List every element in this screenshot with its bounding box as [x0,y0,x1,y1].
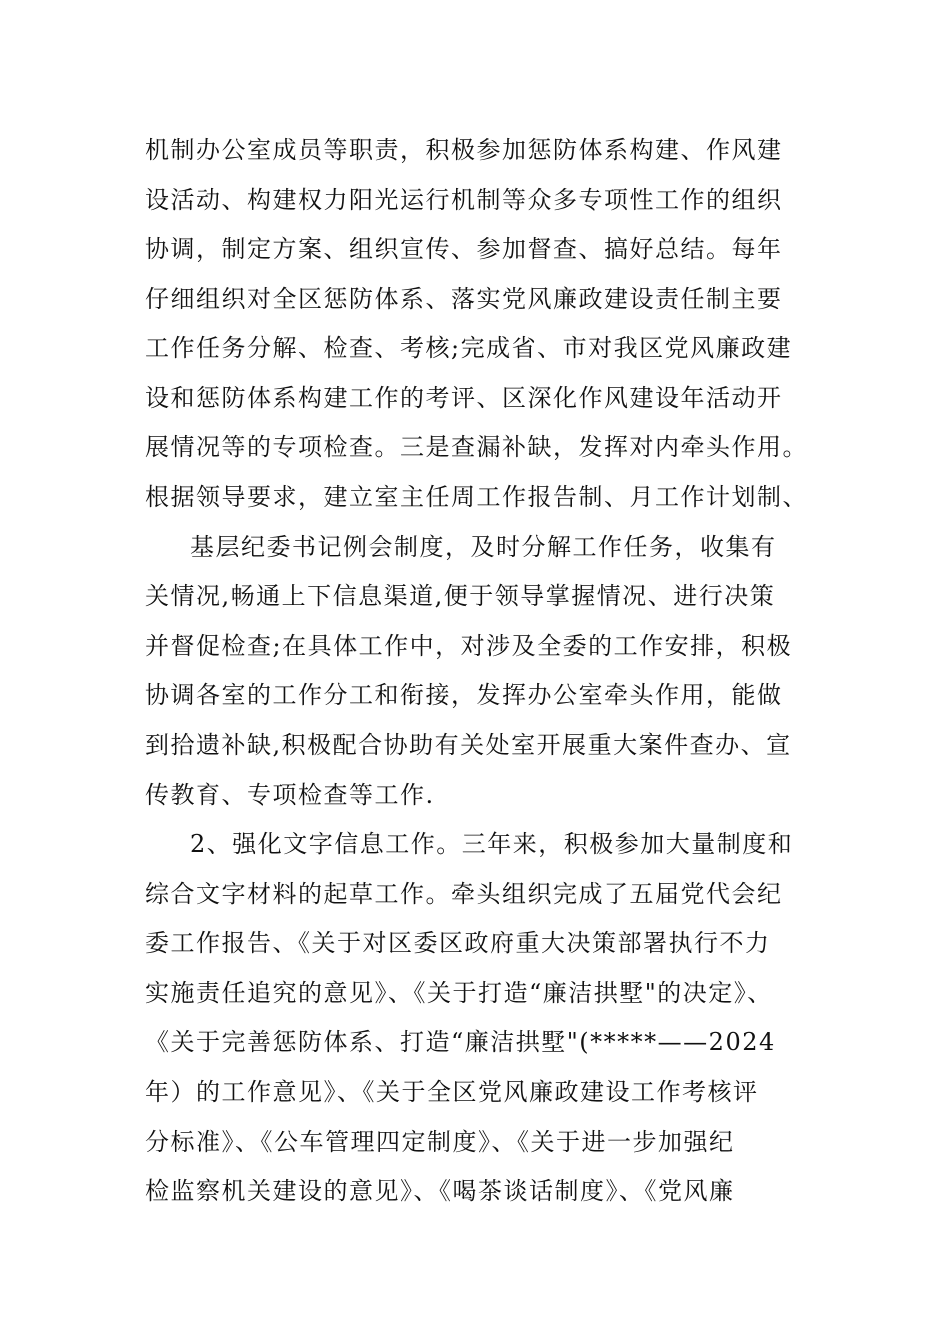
text-line: 协调各室的工作分工和衔接，发挥办公室牵头作用，能做 [145,681,783,709]
paragraph-start-line: 2、强化文字信息工作。三年来，积极参加大量制度和 [190,830,794,858]
text-line: 根据领导要求，建立室主任周工作报告制、月工作计划制、 [145,483,808,511]
text-line: 到拾遗补缺,积极配合协助有关处室开展重大案件查办、宣 [145,731,792,759]
text-line: 机制办公室成员等职责，积极参加惩防体系构建、作风建 [145,136,783,164]
paragraph-start-line: 基层纪委书记例会制度，及时分解工作任务，收集有 [190,533,777,561]
text-line: 综合文字材料的起草工作。牵头组织完成了五届党代会纪 [145,880,783,908]
text-line: 协调，制定方案、组织宣传、参加督查、搞好总结。每年 [145,235,783,263]
text-line: 设活动、构建权力阳光运行机制等众多专项性工作的组织 [145,186,783,214]
text-line: 关情况,畅通上下信息渠道,便于领导掌握情况、进行决策 [145,582,776,610]
text-line: 设和惩防体系构建工作的考评、区深化作风建设年活动开 [145,384,783,412]
text-line: 工作任务分解、检查、考核;完成省、市对我区党风廉政建 [145,334,793,362]
text-line: 并督促检查;在具体工作中，对涉及全委的工作安排，积极 [145,632,793,660]
text-line: 实施责任追究的意见》、《关于打造“廉洁拱墅"的决定》、 [145,979,773,1007]
text-line: 传教育、专项检查等工作. [145,781,435,809]
text-line: 仔细组织对全区惩防体系、落实党风廉政建设责任制主要 [145,285,783,313]
text-line: 检监察机关建设的意见》、《喝茶谈话制度》、《党风廉 [145,1177,735,1205]
text-line: 展情况等的专项检查。三是查漏补缺，发挥对内牵头作用。 [145,433,808,461]
text-line: 年）的工作意见》、《关于全区党风廉政建设工作考核评 [145,1078,759,1106]
text-line: 委工作报告、《关于对区委区政府重大决策部署执行不力 [145,929,771,957]
text-line: 分标准》、《公车管理四定制度》、《关于进一步加强纪 [145,1128,735,1156]
text-line: 《关于完善惩防体系、打造“廉洁拱墅"(*****——2024 [145,1028,776,1056]
